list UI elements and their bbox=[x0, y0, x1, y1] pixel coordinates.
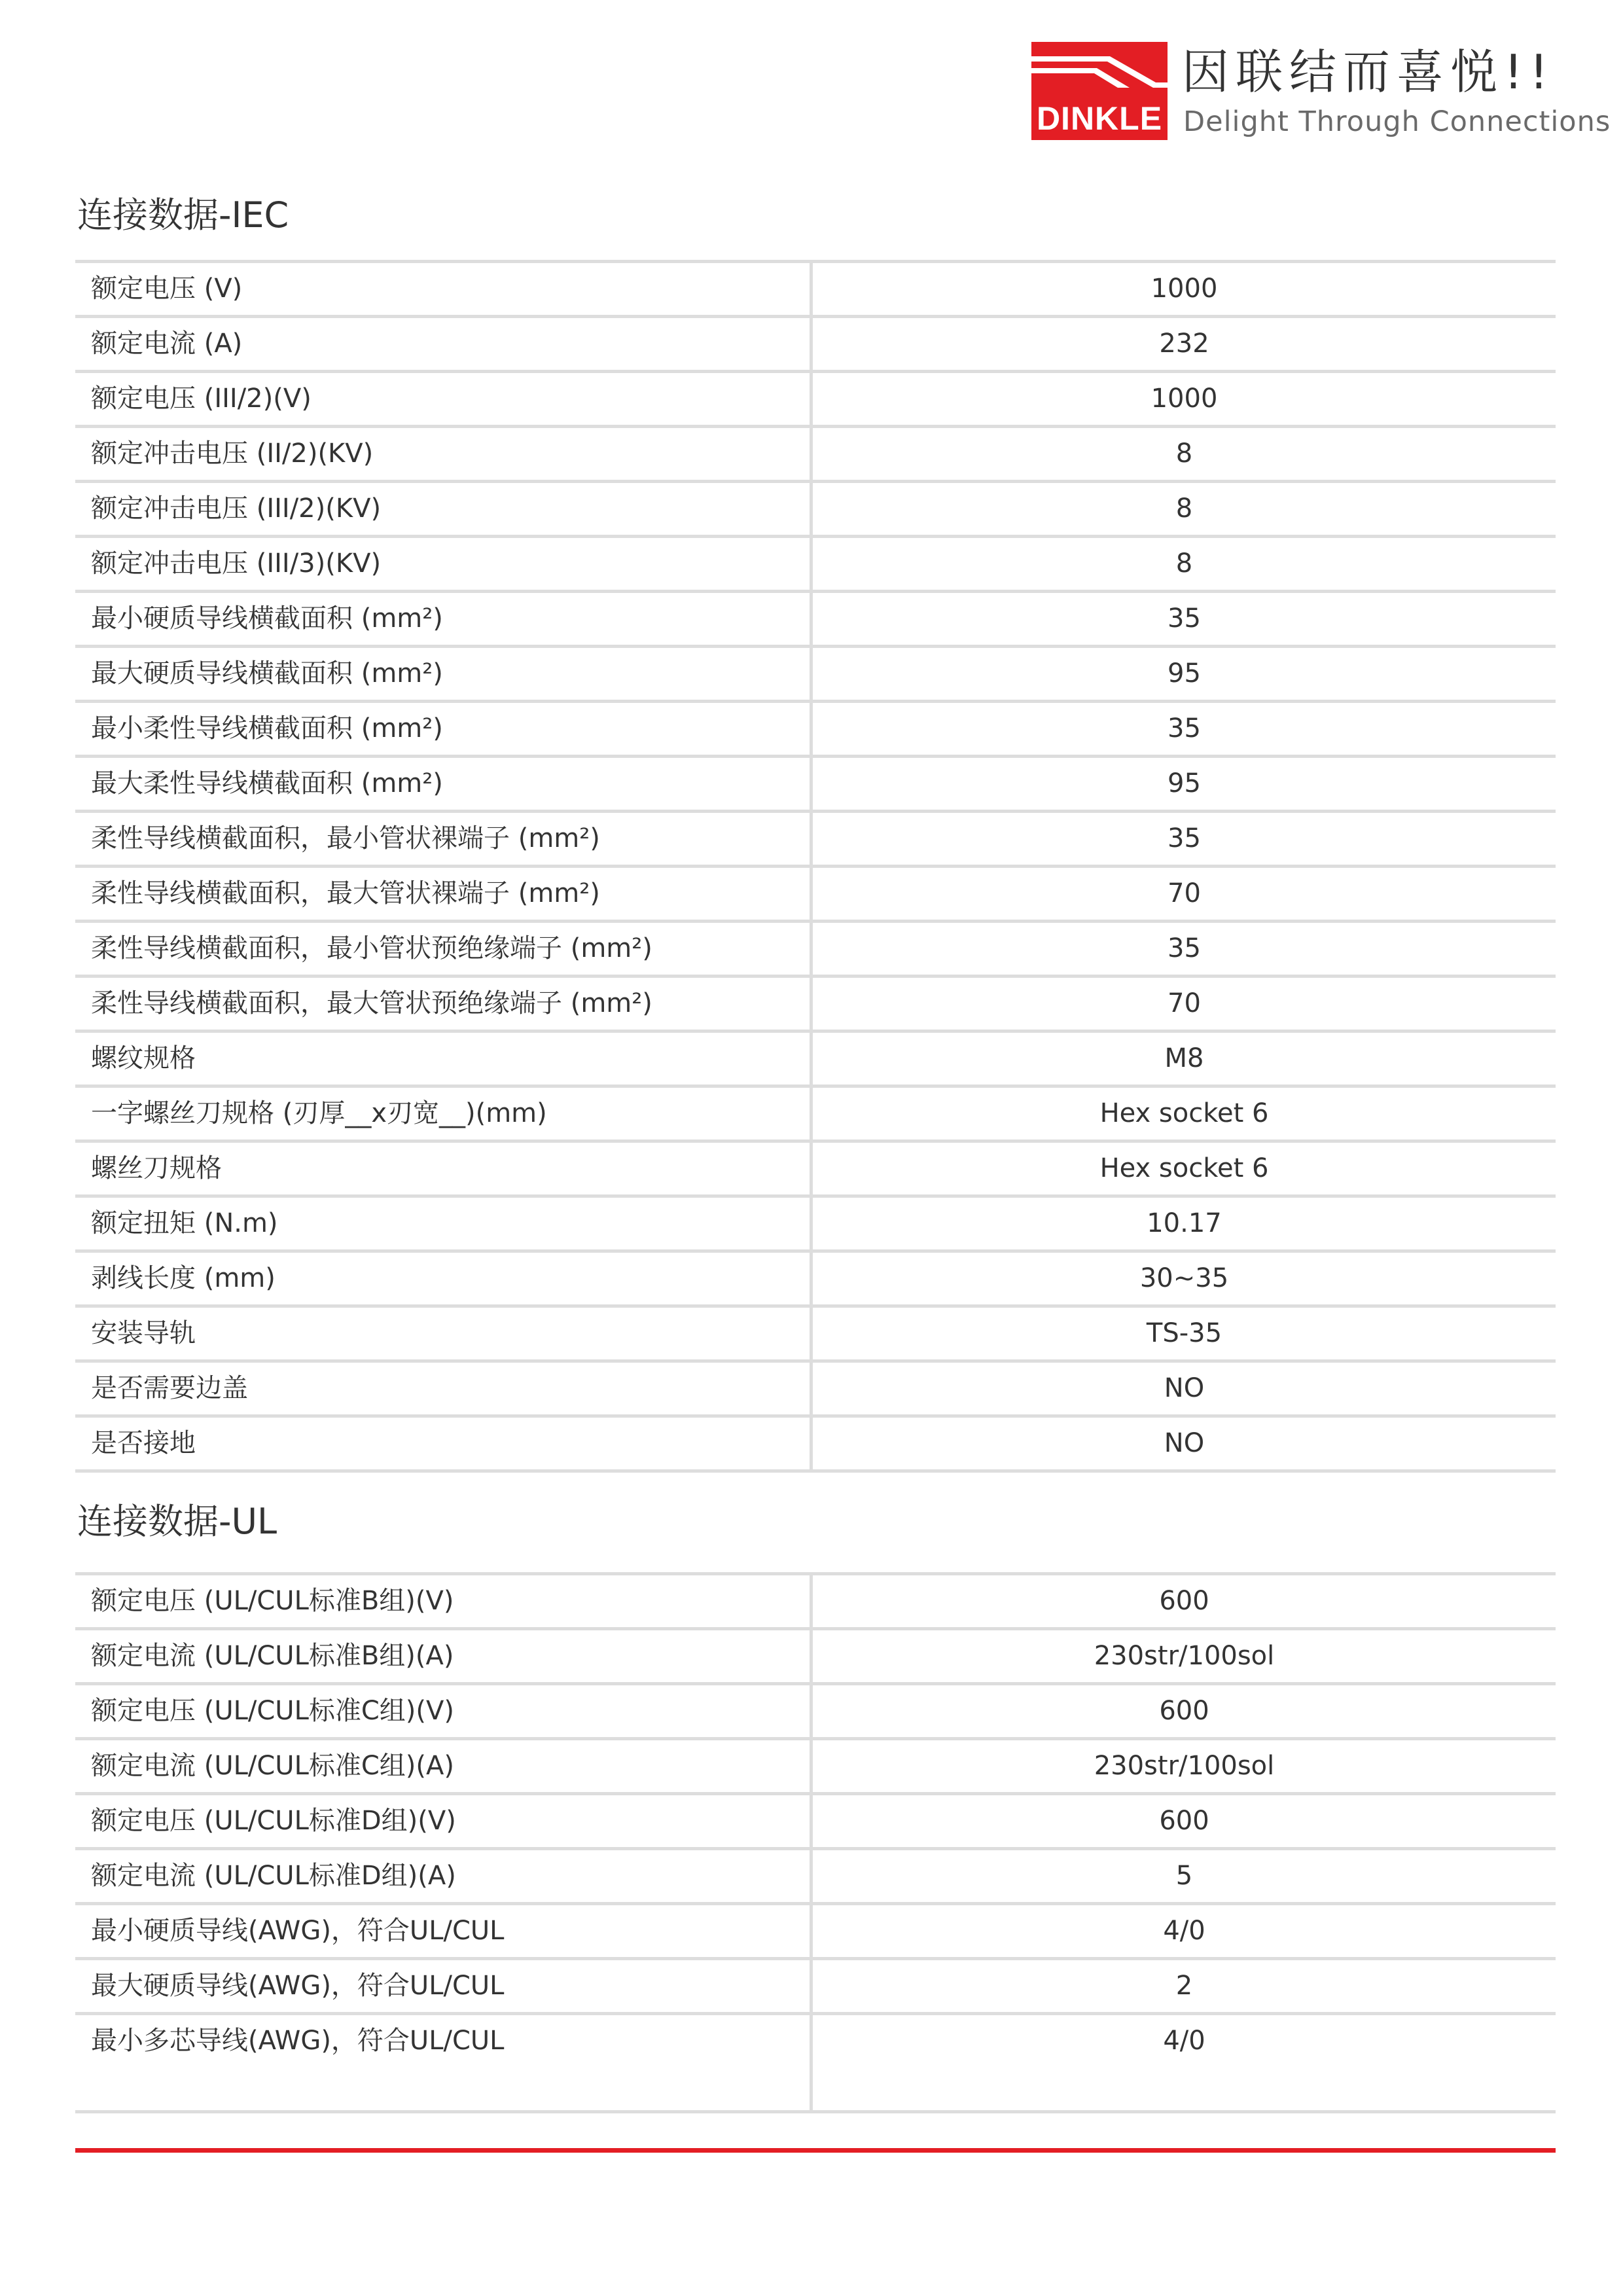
row-label: 剥线长度 (mm) bbox=[75, 1253, 813, 1304]
table-row bbox=[75, 373, 1556, 428]
header-logo bbox=[1031, 42, 1611, 140]
table-row bbox=[75, 1850, 1556, 1905]
row-value: 95 bbox=[1168, 768, 1201, 798]
section-title-iec: 连接数据-IEC bbox=[77, 194, 289, 236]
row-value: 10.17 bbox=[1147, 1208, 1222, 1238]
row-label: 最小硬质导线横截面积 (mm²) bbox=[75, 593, 813, 645]
table-row bbox=[75, 483, 1556, 538]
table-row bbox=[75, 1088, 1556, 1143]
row-value: 1000 bbox=[1150, 274, 1218, 304]
row-value: NO bbox=[1164, 1428, 1205, 1458]
row-label: 一字螺丝刀规格 (刃厚__x刃宽__)(mm) bbox=[75, 1088, 813, 1139]
ul-spec-table bbox=[75, 1572, 1556, 2113]
row-value: 8 bbox=[1175, 493, 1193, 524]
row-label: 额定电流 (UL/CUL标准C组)(A) bbox=[75, 1740, 813, 1792]
table-row bbox=[75, 648, 1556, 703]
row-label: 安装导轨 bbox=[75, 1308, 813, 1359]
row-label: 额定冲击电压 (III/2)(KV) bbox=[75, 483, 813, 535]
row-label: 额定电压 (UL/CUL标准D组)(V) bbox=[75, 1795, 813, 1847]
table-row bbox=[75, 923, 1556, 978]
row-value: 95 bbox=[1168, 658, 1201, 689]
table-row bbox=[75, 1905, 1556, 1960]
row-value: M8 bbox=[1164, 1043, 1204, 1073]
row-label: 柔性导线横截面积，最大管状预绝缘端子 (mm²) bbox=[75, 978, 813, 1030]
row-label: 是否需要边盖 bbox=[75, 1363, 813, 1414]
row-label: 额定冲击电压 (III/3)(KV) bbox=[75, 538, 813, 590]
table-row bbox=[75, 1795, 1556, 1850]
row-label: 额定电流 (A) bbox=[75, 318, 813, 370]
logo-emblem-icon bbox=[1031, 42, 1168, 97]
table-row bbox=[75, 318, 1556, 373]
row-label: 柔性导线横截面积，最大管状裸端子 (mm²) bbox=[75, 868, 813, 920]
section-title-ul: 连接数据-UL bbox=[77, 1501, 277, 1542]
slogan-chinese: 因联结而喜悦!! bbox=[1182, 45, 1555, 99]
row-value: 8 bbox=[1175, 548, 1193, 579]
row-label: 螺丝刀规格 bbox=[75, 1143, 813, 1194]
row-value: Hex socket 6 bbox=[1099, 1098, 1269, 1128]
row-value: 4/0 bbox=[1163, 1916, 1205, 1946]
row-label: 额定电流 (UL/CUL标准B组)(A) bbox=[75, 1630, 813, 1682]
iec-spec-table bbox=[75, 260, 1556, 1473]
table-row bbox=[75, 813, 1556, 868]
table-row bbox=[75, 263, 1556, 318]
table-row bbox=[75, 428, 1556, 483]
row-value: 8 bbox=[1175, 439, 1193, 469]
table-row bbox=[75, 1960, 1556, 2015]
footer-divider bbox=[75, 2148, 1556, 2153]
row-label: 额定扭矩 (N.m) bbox=[75, 1198, 813, 1249]
table-row bbox=[75, 1033, 1556, 1088]
table-row bbox=[75, 1418, 1556, 1473]
row-label: 是否接地 bbox=[75, 1418, 813, 1469]
row-value: 70 bbox=[1168, 878, 1201, 908]
row-label: 额定电压 (UL/CUL标准B组)(V) bbox=[75, 1575, 813, 1627]
row-value: 232 bbox=[1159, 329, 1209, 359]
table-row bbox=[75, 1575, 1556, 1630]
table-row bbox=[75, 2015, 1556, 2113]
brand-name: DINKLE bbox=[1031, 97, 1168, 140]
row-value: 2 bbox=[1175, 1971, 1193, 2001]
row-label: 柔性导线横截面积，最小管状裸端子 (mm²) bbox=[75, 813, 813, 865]
table-row bbox=[75, 1253, 1556, 1308]
table-row bbox=[75, 538, 1556, 593]
row-label: 最大硬质导线(AWG)，符合UL/CUL bbox=[75, 1960, 813, 2012]
row-value: 600 bbox=[1159, 1696, 1209, 1726]
table-row bbox=[75, 1363, 1556, 1418]
row-value: 600 bbox=[1159, 1806, 1209, 1836]
table-row bbox=[75, 1198, 1556, 1253]
slogan-english: Delight Through Connections bbox=[1183, 105, 1611, 138]
dinkle-logo bbox=[1031, 42, 1168, 140]
table-row bbox=[75, 758, 1556, 813]
row-label: 额定冲击电压 (II/2)(KV) bbox=[75, 428, 813, 480]
table-row bbox=[75, 1143, 1556, 1198]
row-value: 230str/100sol bbox=[1094, 1751, 1275, 1781]
row-value: 230str/100sol bbox=[1094, 1641, 1275, 1671]
row-label: 最大柔性导线横截面积 (mm²) bbox=[75, 758, 813, 810]
row-label: 螺纹规格 bbox=[75, 1033, 813, 1085]
table-row bbox=[75, 1630, 1556, 1685]
table-row bbox=[75, 868, 1556, 923]
row-label: 最小硬质导线(AWG)，符合UL/CUL bbox=[75, 1905, 813, 1957]
row-value: NO bbox=[1164, 1373, 1205, 1403]
row-label: 额定电压 (UL/CUL标准C组)(V) bbox=[75, 1685, 813, 1737]
table-row bbox=[75, 1308, 1556, 1363]
table-row bbox=[75, 1740, 1556, 1795]
row-value: 1000 bbox=[1150, 384, 1218, 414]
row-value: 4/0 bbox=[1163, 2026, 1205, 2056]
table-row bbox=[75, 703, 1556, 758]
table-row bbox=[75, 1685, 1556, 1740]
row-label: 额定电流 (UL/CUL标准D组)(A) bbox=[75, 1850, 813, 1902]
row-label: 最小多芯导线(AWG)，符合UL/CUL bbox=[75, 2015, 813, 2110]
table-row bbox=[75, 978, 1556, 1033]
row-value: Hex socket 6 bbox=[1099, 1153, 1269, 1183]
row-label: 柔性导线横截面积，最小管状预绝缘端子 (mm²) bbox=[75, 923, 813, 975]
row-label: 额定电压 (V) bbox=[75, 263, 813, 315]
row-label: 最小柔性导线横截面积 (mm²) bbox=[75, 703, 813, 755]
row-value: 35 bbox=[1168, 603, 1201, 634]
row-value: 600 bbox=[1159, 1586, 1209, 1616]
row-label: 最大硬质导线横截面积 (mm²) bbox=[75, 648, 813, 700]
row-value: 35 bbox=[1168, 933, 1201, 963]
row-value: 35 bbox=[1168, 823, 1201, 853]
row-value: 35 bbox=[1168, 713, 1201, 744]
row-label: 额定电压 (III/2)(V) bbox=[75, 373, 813, 425]
row-value: 70 bbox=[1168, 988, 1201, 1018]
table-row bbox=[75, 593, 1556, 648]
row-value: 5 bbox=[1175, 1861, 1193, 1891]
row-value: 30~35 bbox=[1139, 1263, 1229, 1293]
row-value: TS-35 bbox=[1146, 1318, 1222, 1348]
